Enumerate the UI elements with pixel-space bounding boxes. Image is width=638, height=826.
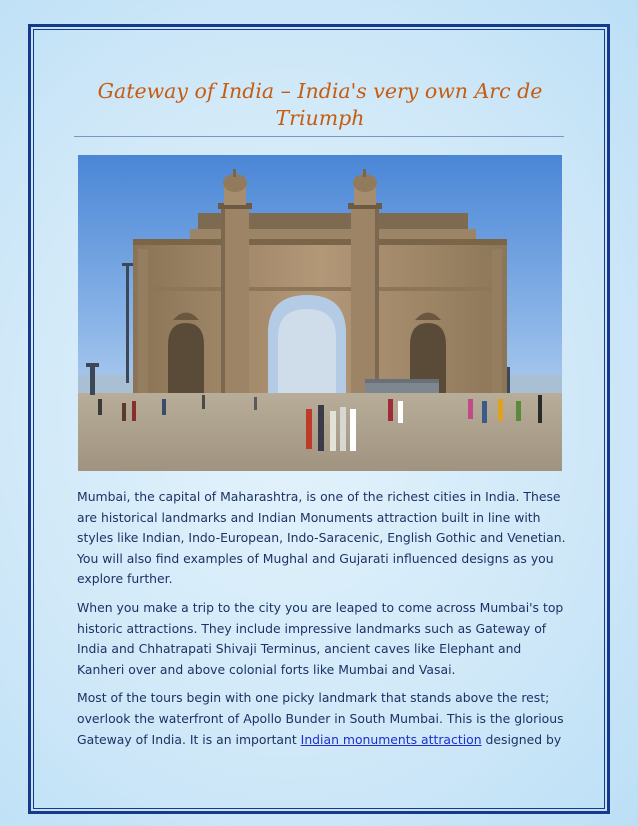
article-body [77, 487, 567, 758]
title-divider [74, 136, 564, 137]
paragraph-1: Mumbai, the capital of Maharashtra, is one of the richest cities in India. These are historical landmarks and Indian Monuments attraction built in line with styles like Indian, Indo-European, Indo-Saracenic, English Gothic and Venetian. You will also find examples of Mughal and Gujarati influenced designs as you explore further. [77, 489, 566, 587]
photo-illustration [78, 155, 562, 471]
paragraph-3 [77, 688, 567, 750]
gateway-of-india-photo [78, 155, 562, 471]
indian-monuments-attraction-link[interactable]: Indian monuments attraction [300, 731, 482, 747]
page-title: Gateway of India – India's very own Arc de Triumph [97, 79, 543, 130]
paragraph-3-text-after: designed by [481, 731, 562, 747]
paragraph-2: When you make a trip to the city you are leaped to come across Mumbai's top historic attractions. They include impressive landmarks such as Gateway of India and Chhatrapati Shivaji Terminus, ancient caves like Elephant and Kanheri over and above colonial forts like Mumbai and Vasai. [77, 599, 564, 677]
paragraph-3-text-before: Most of the tours begin with one picky landmark that stands above the rest; overlook the waterfront of Apollo Bunder in South Mumbai. This is the glorious Gateway of India. It is an important [77, 690, 564, 747]
